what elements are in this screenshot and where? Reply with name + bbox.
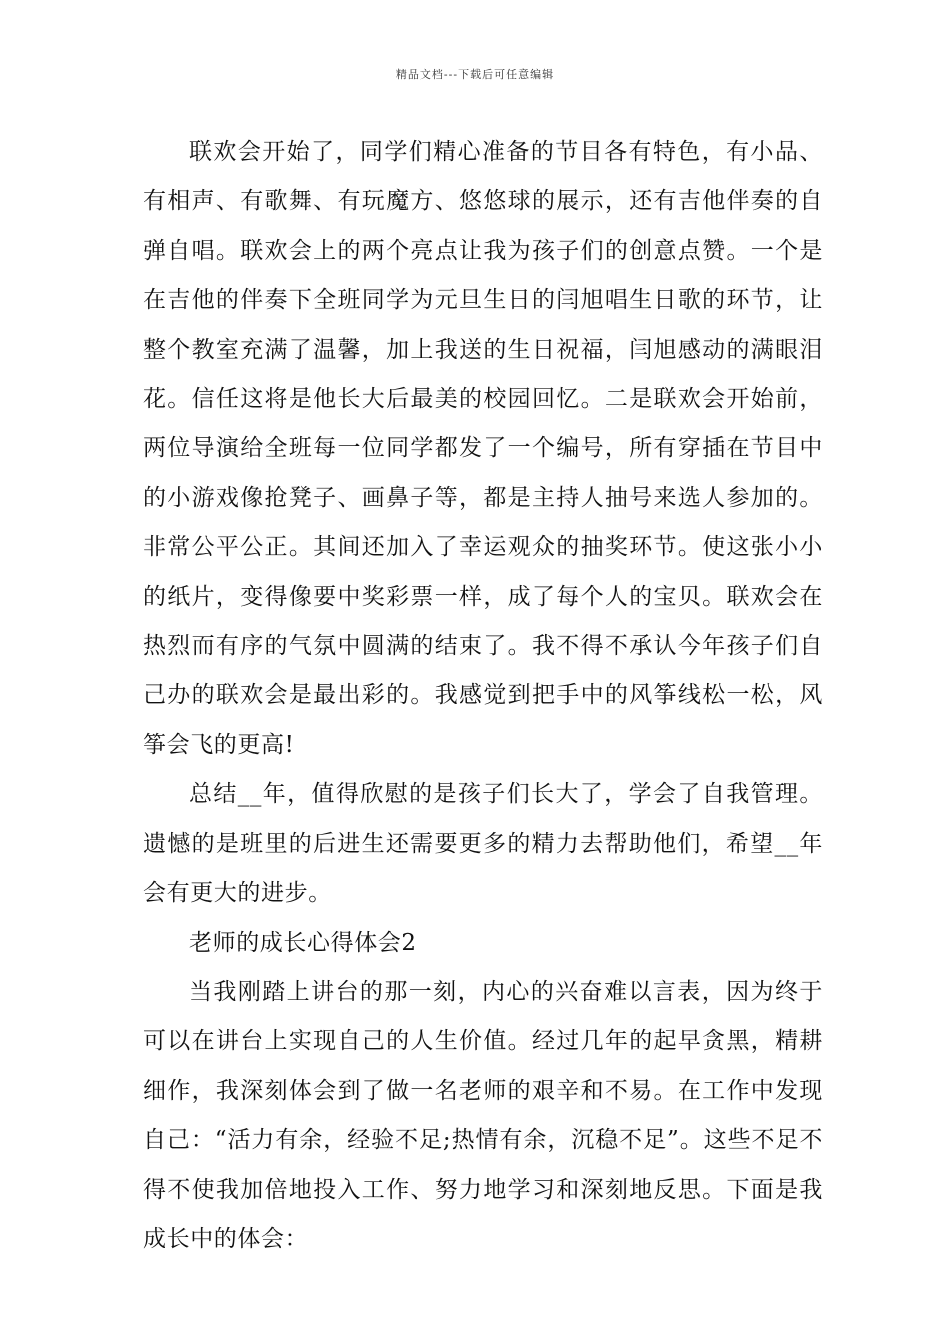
section-heading: 老师的成长心得体会2 xyxy=(189,929,417,956)
page-header: 精品文档---下载后可任意编辑 xyxy=(395,68,555,81)
paragraph-new-year-party: 联欢会开始了，同学们精心准备的节目各有特色，有小品、有相声、有歌舞、有玩魔方、悠悠球的展示，还有吉他伴奏的自弹自唱。联欢会上的两个亮点让我为孩子们的创意点赞。一个是在吉他的伴奏下全班同学为元旦生日的闫旭唱生日歌的环节，让整个教室充满了温馨，加上我送的生日祝福，闫旭感动的满眼泪花。信任这将是他长大后最美的校园回忆。二是联欢会开始前，两位导演给全班每一位同学都发了一个编号，所有穿插在节目中的小游戏像抢凳子、画鼻子等，都是主持人抽号来选人参加的。非常公平公正。其间还加入了幸运观众的抽奖环节。使这张小小的纸片，变得像要中奖彩票一样，成了每个人的宝贝。联欢会在热烈而有序的气氛中圆满的结束了。我不得不承认今年孩子们自己办的联欢会是最出彩的。我感觉到把手中的风筝线松一松，风筝会飞的更高! xyxy=(143,139,823,758)
paragraph-year-summary: 总结__年，值得欣慰的是孩子们长大了，学会了自我管理。遗憾的是班里的后进生还需要更多的精力去帮助他们，希望__年会有更大的进步。 xyxy=(143,781,823,907)
document-body xyxy=(143,128,823,1264)
paragraph-teacher-growth: 当我刚踏上讲台的那一刻，内心的兴奋难以言表，因为终于可以在讲台上实现自己的人生价值。经过几年的起早贪黑，精耕细作，我深刻体会到了做一名老师的艰辛和不易。在工作中发现自己：“活力有余，经验不足;热情有余，沉稳不足”。这些不足不得不使我加倍地投入工作、努力地学习和深刻地反思。下面是我成长中的体会： xyxy=(143,978,823,1252)
